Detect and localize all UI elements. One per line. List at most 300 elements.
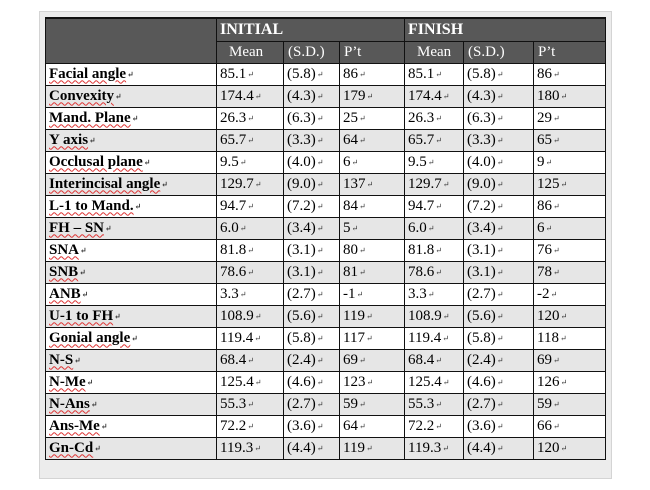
cell-finish-sd: [464, 261, 534, 283]
row-label-cell: [46, 283, 217, 305]
cell-finish-mean: [405, 151, 464, 173]
cell-finish-mean: [405, 129, 464, 151]
cell-value: 68.4: [220, 351, 247, 368]
return-mark-icon: ↵: [359, 201, 366, 211]
cell-initial-sd: [284, 107, 340, 129]
cell-value: 59: [537, 395, 553, 412]
cell-value: 66: [537, 417, 553, 434]
cell-initial-pt: [340, 415, 405, 437]
return-mark-icon: ↵: [254, 311, 262, 321]
cell-value: 86: [537, 65, 553, 82]
cell-value: 55.3: [220, 395, 247, 412]
cell-value: 9: [537, 153, 545, 170]
cell-finish-mean: [405, 261, 464, 283]
cell-value: (2.7): [287, 395, 316, 412]
cell-value: (2.7): [467, 395, 496, 412]
table-row: [46, 349, 606, 371]
return-mark-icon: ↵: [553, 69, 560, 79]
row-label: SNB: [49, 263, 79, 280]
row-label-cell: [46, 415, 217, 437]
cell-finish-sd: [464, 327, 534, 349]
return-mark-icon: ↵: [247, 421, 254, 431]
return-mark-icon: ↵: [316, 443, 324, 453]
cell-value: 78: [537, 263, 553, 280]
return-mark-icon: ↵: [496, 311, 504, 321]
return-mark-icon: ↵: [435, 201, 442, 211]
cell-value: 81: [343, 263, 358, 280]
cell-initial-pt: [340, 305, 405, 327]
row-label: ANB: [49, 285, 81, 302]
cell-initial-sd: [284, 327, 340, 349]
col-header-initial-mean: Mean: [217, 41, 284, 63]
cell-value: 118: [537, 329, 559, 346]
return-mark-icon: ↵: [143, 157, 151, 167]
cell-finish-mean: [405, 107, 464, 129]
row-label: N-S: [49, 351, 74, 368]
cell-value: 9.5: [408, 153, 427, 170]
cell-initial-pt: [340, 151, 405, 173]
return-mark-icon: ↵: [359, 421, 366, 431]
return-mark-icon: ↵: [560, 377, 568, 387]
cell-finish-sd: [464, 85, 534, 107]
cell-finish-pt: [534, 217, 606, 239]
cell-finish-mean: [405, 85, 464, 107]
cell-initial-sd: [284, 129, 340, 151]
cell-value: 117: [343, 329, 365, 346]
cell-value: (3.4): [467, 219, 496, 236]
return-mark-icon: ↵: [553, 113, 560, 123]
cell-value: (3.1): [287, 263, 316, 280]
cell-value: (2.4): [467, 351, 496, 368]
cell-value: 119.4: [408, 329, 442, 346]
cell-value: -2: [537, 285, 550, 302]
return-mark-icon: ↵: [366, 91, 374, 101]
row-label-cell: [46, 151, 217, 173]
return-mark-icon: ↵: [545, 157, 553, 167]
cell-value: 69: [343, 351, 358, 368]
cell-value: 125: [537, 175, 560, 192]
cell-finish-sd: [464, 63, 534, 85]
cell-initial-mean: [217, 129, 284, 151]
row-label: U-1 to FH: [49, 307, 114, 324]
cell-finish-sd: [464, 173, 534, 195]
cell-value: 69: [537, 351, 553, 368]
return-mark-icon: ↵: [365, 333, 373, 343]
cell-value: (3.1): [287, 241, 316, 258]
return-mark-icon: ↵: [435, 69, 442, 79]
return-mark-icon: ↵: [496, 421, 504, 431]
cell-value: 94.7: [408, 197, 435, 214]
cell-value: -1: [343, 285, 356, 302]
cell-initial-pt: [340, 195, 405, 217]
return-mark-icon: ↵: [254, 377, 262, 387]
table-row: [46, 173, 606, 195]
return-mark-icon: ↵: [247, 245, 254, 255]
col-header-finish-pt: P’t: [534, 41, 606, 63]
cell-value: 55.3: [408, 395, 435, 412]
cell-value: 25: [343, 109, 358, 126]
cell-value: (4.4): [467, 439, 496, 456]
cell-finish-pt: [534, 195, 606, 217]
return-mark-icon: ↵: [553, 267, 560, 277]
return-mark-icon: ↵: [496, 289, 504, 299]
cell-initial-mean: [217, 305, 284, 327]
cell-value: (4.6): [467, 373, 496, 390]
cell-initial-mean: [217, 173, 284, 195]
table-row: [46, 239, 606, 261]
cell-value: 6: [537, 219, 545, 236]
cell-value: 6: [343, 153, 351, 170]
cell-initial-mean: [217, 371, 284, 393]
table-row: [46, 195, 606, 217]
return-mark-icon: ↵: [496, 399, 504, 409]
cell-value: (3.6): [287, 417, 316, 434]
cell-value: 78.6: [220, 263, 247, 280]
cell-initial-sd: [284, 239, 340, 261]
return-mark-icon: ↵: [496, 69, 504, 79]
cell-finish-mean: [405, 415, 464, 437]
return-mark-icon: ↵: [427, 289, 435, 299]
cell-finish-sd: [464, 437, 534, 459]
cell-finish-sd: [464, 283, 534, 305]
return-mark-icon: ↵: [359, 245, 366, 255]
cell-finish-sd: [464, 195, 534, 217]
cell-value: (5.8): [467, 329, 496, 346]
cell-value: 123: [343, 373, 366, 390]
cell-initial-pt: [340, 261, 405, 283]
return-mark-icon: ↵: [553, 421, 560, 431]
cell-value: 3.3: [220, 285, 239, 302]
return-mark-icon: ↵: [496, 245, 504, 255]
cell-value: 26.3: [220, 109, 247, 126]
row-label: L-1 to Mand.: [49, 197, 134, 214]
cell-value: (3.1): [467, 241, 496, 258]
cell-initial-mean: [217, 437, 284, 459]
return-mark-icon: ↵: [86, 377, 94, 387]
table-row: [46, 151, 606, 173]
table-row: [46, 371, 606, 393]
cell-value: 119.4: [220, 329, 254, 346]
cell-initial-mean: [217, 349, 284, 371]
return-mark-icon: ↵: [496, 135, 504, 145]
cell-value: (4.4): [287, 439, 316, 456]
cell-initial-mean: [217, 63, 284, 85]
return-mark-icon: ↵: [316, 245, 324, 255]
cell-finish-sd: [464, 239, 534, 261]
cell-finish-mean: [405, 239, 464, 261]
cell-finish-sd: [464, 151, 534, 173]
cell-finish-sd: [464, 107, 534, 129]
return-mark-icon: ↵: [316, 223, 324, 233]
cell-initial-mean: [217, 415, 284, 437]
return-mark-icon: ↵: [79, 267, 86, 277]
cell-value: (2.7): [467, 285, 496, 302]
return-mark-icon: ↵: [442, 311, 450, 321]
cell-value: 129.7: [220, 175, 254, 192]
cell-initial-sd: [284, 63, 340, 85]
cell-value: 126: [537, 373, 560, 390]
return-mark-icon: ↵: [239, 223, 247, 233]
cell-finish-pt: [534, 107, 606, 129]
return-mark-icon: ↵: [80, 245, 87, 255]
row-label-cell: [46, 305, 217, 327]
return-mark-icon: ↵: [560, 311, 568, 321]
return-mark-icon: ↵: [247, 113, 254, 123]
cell-initial-pt: [340, 217, 405, 239]
cell-finish-mean: [405, 217, 464, 239]
row-label: Y axis: [49, 131, 89, 148]
return-mark-icon: ↵: [560, 179, 568, 189]
return-mark-icon: ↵: [247, 267, 254, 277]
return-mark-icon: ↵: [247, 69, 254, 79]
return-mark-icon: ↵: [496, 179, 504, 189]
row-label-cell: [46, 107, 217, 129]
return-mark-icon: ↵: [356, 289, 364, 299]
return-mark-icon: ↵: [442, 91, 450, 101]
row-label-cell: [46, 195, 217, 217]
row-label-cell: [46, 173, 217, 195]
table-row: [46, 63, 606, 85]
return-mark-icon: ↵: [254, 443, 261, 453]
cell-value: 6.0: [408, 219, 427, 236]
return-mark-icon: ↵: [316, 91, 324, 101]
row-label-cell: [46, 217, 217, 239]
return-mark-icon: ↵: [239, 289, 247, 299]
cell-initial-mean: [217, 151, 284, 173]
row-label: Convexity: [49, 87, 114, 104]
return-mark-icon: ↵: [351, 157, 359, 167]
cell-value: 125.4: [220, 373, 254, 390]
return-mark-icon: ↵: [131, 113, 139, 123]
table-row: [46, 415, 606, 437]
cell-initial-pt: [340, 393, 405, 415]
return-mark-icon: ↵: [435, 135, 442, 145]
cell-finish-mean: [405, 283, 464, 305]
cell-initial-pt: [340, 107, 405, 129]
header-corner-cell: [46, 18, 217, 63]
cell-value: 174.4: [408, 87, 442, 104]
return-mark-icon: ↵: [316, 69, 324, 79]
cell-value: 5: [343, 219, 351, 236]
cell-value: 26.3: [408, 109, 435, 126]
col-header-initial-pt: P’t: [340, 41, 405, 63]
row-label: FH – SN: [49, 219, 105, 236]
cell-initial-pt: [340, 63, 405, 85]
cell-value: 108.9: [220, 307, 254, 324]
row-label: Ans-Me: [49, 417, 100, 434]
cell-initial-mean: [217, 217, 284, 239]
return-mark-icon: ↵: [553, 245, 560, 255]
cephalometric-table: [45, 17, 606, 460]
cell-value: (7.2): [467, 197, 496, 214]
cell-initial-sd: [284, 415, 340, 437]
cell-value: 84: [343, 197, 358, 214]
cell-value: 86: [537, 197, 553, 214]
cell-finish-mean: [405, 393, 464, 415]
cell-initial-sd: [284, 437, 340, 459]
cell-value: (7.2): [287, 197, 316, 214]
cell-initial-pt: [340, 239, 405, 261]
return-mark-icon: ↵: [442, 443, 449, 453]
table-row: [46, 217, 606, 239]
cell-initial-mean: [217, 327, 284, 349]
cell-finish-pt: [534, 415, 606, 437]
cell-finish-pt: [534, 437, 606, 459]
table-row: [46, 283, 606, 305]
cell-initial-pt: [340, 349, 405, 371]
cell-value: 64: [343, 131, 358, 148]
cell-finish-pt: [534, 305, 606, 327]
return-mark-icon: ↵: [94, 443, 101, 453]
cell-value: (3.4): [287, 219, 316, 236]
return-mark-icon: ↵: [316, 311, 324, 321]
return-mark-icon: ↵: [442, 333, 449, 343]
return-mark-icon: ↵: [316, 399, 324, 409]
cell-value: 68.4: [408, 351, 435, 368]
return-mark-icon: ↵: [247, 201, 254, 211]
return-mark-icon: ↵: [316, 333, 324, 343]
return-mark-icon: ↵: [161, 179, 168, 189]
return-mark-icon: ↵: [545, 223, 553, 233]
return-mark-icon: ↵: [131, 333, 138, 343]
return-mark-icon: ↵: [553, 399, 560, 409]
table-row: [46, 305, 606, 327]
cell-initial-mean: [217, 393, 284, 415]
cell-finish-mean: [405, 195, 464, 217]
cell-finish-mean: [405, 63, 464, 85]
table-row: [46, 261, 606, 283]
col-header-finish-sd: (S.D.): [464, 41, 534, 63]
cell-initial-pt: [340, 173, 405, 195]
cell-value: (4.0): [467, 153, 496, 170]
cell-finish-sd: [464, 371, 534, 393]
return-mark-icon: ↵: [496, 443, 504, 453]
cell-value: (2.4): [287, 351, 316, 368]
cell-finish-sd: [464, 129, 534, 151]
return-mark-icon: ↵: [496, 91, 504, 101]
return-mark-icon: ↵: [316, 113, 324, 123]
return-mark-icon: ↵: [81, 289, 89, 299]
return-mark-icon: ↵: [100, 421, 108, 431]
return-mark-icon: ↵: [134, 201, 142, 211]
cell-value: (5.8): [467, 65, 496, 82]
cell-value: 120: [537, 439, 560, 456]
return-mark-icon: ↵: [435, 421, 442, 431]
cell-finish-pt: [534, 129, 606, 151]
cell-initial-mean: [217, 195, 284, 217]
cell-initial-mean: [217, 261, 284, 283]
cell-value: 86: [343, 65, 358, 82]
cell-finish-pt: [534, 283, 606, 305]
cell-initial-pt: [340, 129, 405, 151]
return-mark-icon: ↵: [553, 135, 560, 145]
cell-value: 129.7: [408, 175, 442, 192]
header-row-groups: [46, 18, 606, 41]
return-mark-icon: ↵: [90, 399, 98, 409]
cell-value: 81.8: [220, 241, 247, 258]
cell-initial-sd: [284, 305, 340, 327]
cell-initial-pt: [340, 437, 405, 459]
cell-value: 137: [343, 175, 366, 192]
cell-value: 65.7: [408, 131, 435, 148]
cell-value: (3.1): [467, 263, 496, 280]
cell-finish-sd: [464, 217, 534, 239]
cell-value: (9.0): [467, 175, 496, 192]
cell-value: 85.1: [220, 65, 247, 82]
row-label: N-Me: [49, 373, 86, 390]
cell-finish-pt: [534, 327, 606, 349]
cell-value: (5.8): [287, 65, 316, 82]
cell-initial-sd: [284, 217, 340, 239]
return-mark-icon: ↵: [254, 179, 262, 189]
cell-initial-mean: [217, 283, 284, 305]
row-label: Interincisal angle: [49, 175, 161, 192]
cell-finish-mean: [405, 437, 464, 459]
row-label-cell: [46, 239, 217, 261]
cell-initial-pt: [340, 85, 405, 107]
return-mark-icon: ↵: [351, 223, 359, 233]
cell-initial-mean: [217, 85, 284, 107]
cell-initial-sd: [284, 283, 340, 305]
cell-finish-sd: [464, 415, 534, 437]
table-row: [46, 85, 606, 107]
row-label-cell: [46, 129, 217, 151]
table-row: [46, 107, 606, 129]
return-mark-icon: ↵: [359, 69, 366, 79]
return-mark-icon: ↵: [553, 355, 560, 365]
row-label: N-Ans: [49, 395, 90, 412]
row-label-cell: [46, 371, 217, 393]
return-mark-icon: ↵: [496, 377, 504, 387]
cell-value: 59: [343, 395, 358, 412]
return-mark-icon: ↵: [316, 289, 324, 299]
cell-finish-sd: [464, 305, 534, 327]
cell-finish-pt: [534, 151, 606, 173]
cell-finish-pt: [534, 63, 606, 85]
cell-initial-sd: [284, 195, 340, 217]
return-mark-icon: ↵: [316, 377, 324, 387]
return-mark-icon: ↵: [316, 179, 324, 189]
cell-value: (5.6): [467, 307, 496, 324]
cell-value: 119: [343, 307, 365, 324]
return-mark-icon: ↵: [427, 223, 435, 233]
return-mark-icon: ↵: [550, 289, 558, 299]
return-mark-icon: ↵: [89, 135, 96, 145]
cell-value: 180: [537, 87, 560, 104]
row-label-cell: [46, 393, 217, 415]
cell-finish-mean: [405, 327, 464, 349]
return-mark-icon: ↵: [496, 267, 504, 277]
cell-value: (4.0): [287, 153, 316, 170]
cell-finish-pt: [534, 349, 606, 371]
return-mark-icon: ↵: [366, 377, 374, 387]
group-header-initial: INITIAL: [217, 18, 405, 41]
return-mark-icon: ↵: [74, 355, 81, 365]
return-mark-icon: ↵: [247, 135, 254, 145]
row-label-cell: [46, 437, 217, 459]
return-mark-icon: ↵: [496, 201, 504, 211]
cell-value: 76: [537, 241, 553, 258]
return-mark-icon: ↵: [115, 91, 122, 101]
return-mark-icon: ↵: [359, 267, 366, 277]
cell-value: (6.3): [287, 109, 316, 126]
cell-value: 119.3: [408, 439, 442, 456]
row-label-cell: [46, 85, 217, 107]
return-mark-icon: ↵: [127, 69, 134, 79]
return-mark-icon: ↵: [496, 113, 504, 123]
cell-finish-pt: [534, 173, 606, 195]
cell-value: 174.4: [220, 87, 254, 104]
